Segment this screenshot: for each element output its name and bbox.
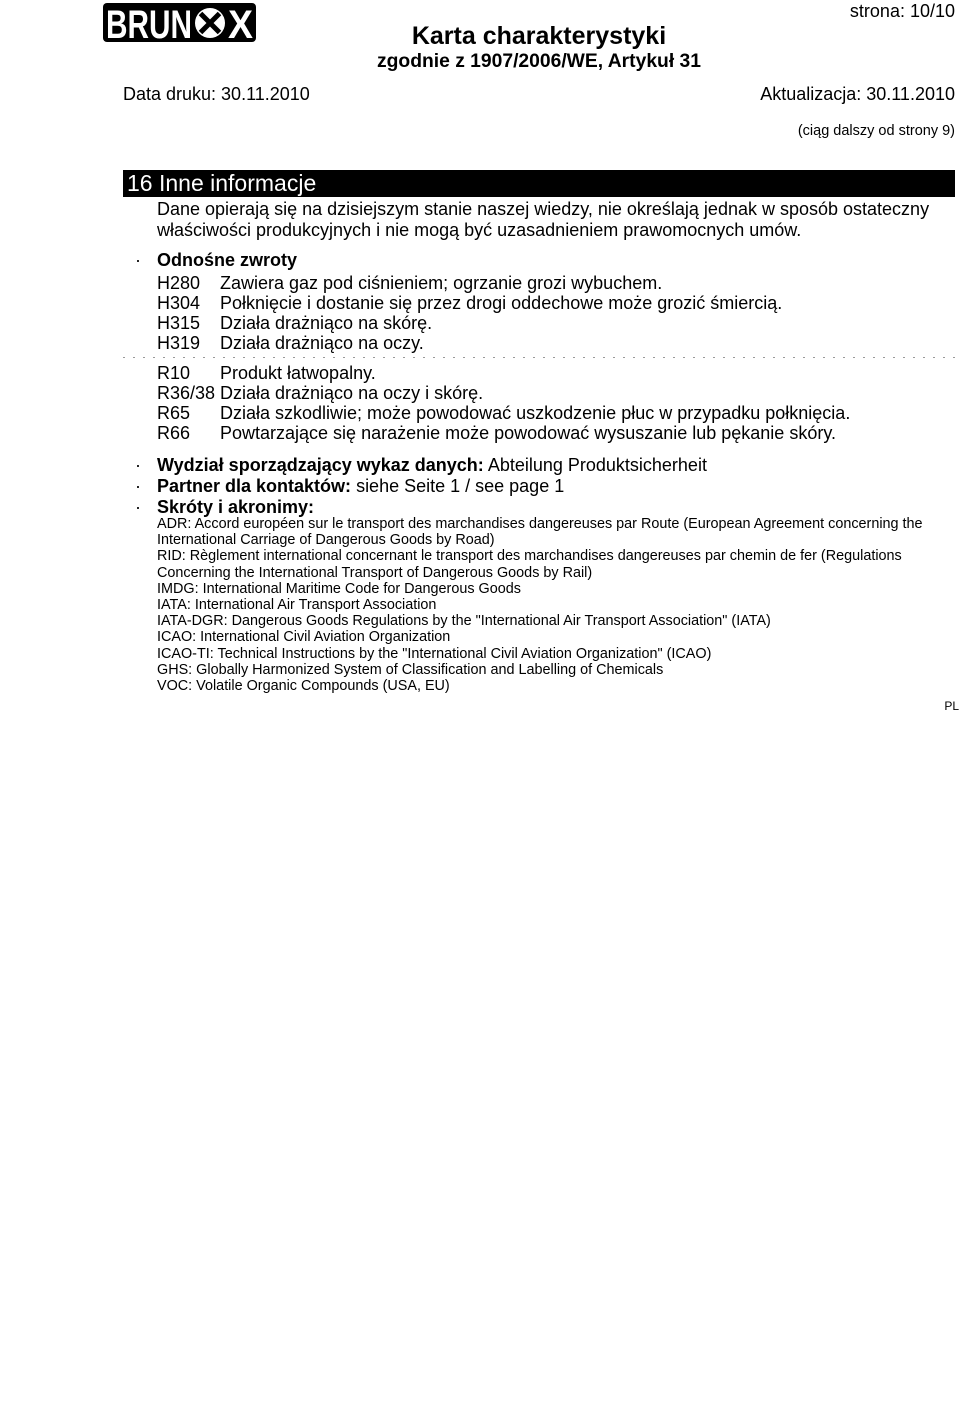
abbreviations-heading: [135, 497, 315, 518]
abbreviation-line: IMDG: International Maritime Code for Dangerous Goods: [157, 580, 521, 597]
contact-line: [135, 476, 565, 497]
abbreviations-list: [157, 516, 923, 694]
statement-code: H304: [157, 293, 201, 313]
bullet: ·: [135, 250, 141, 270]
print-date: Data druku: 30.11.2010: [123, 84, 310, 104]
statement-code: H315: [157, 313, 201, 333]
abbreviation-item: [157, 597, 923, 613]
logo-text-start: BRUN: [106, 3, 192, 42]
statement-text: Połknięcie i dostanie się przez drogi oddechowe może grozić śmiercią.: [220, 293, 783, 313]
document-subtitle: zgodnie z 1907/2006/WE, Artykuł 31: [377, 51, 701, 72]
dates-row: [123, 84, 955, 105]
hazard-statements-list: [157, 273, 782, 353]
phrases-heading: [135, 250, 298, 271]
risk-phrases-list: [157, 363, 850, 443]
bullet: ·: [135, 476, 141, 496]
hazard-statement: [157, 313, 782, 333]
statement-text: Zawiera gaz pod ciśnieniem; ogrzanie grozi wybuchem.: [220, 273, 663, 293]
prepared-by-label: Wydział sporządzający wykaz danych:: [157, 455, 484, 475]
phrase-text: Działa szkodliwie; może powodować uszkodzenie płuc w przypadku połknięcia.: [220, 403, 851, 423]
prepared-by-line: [135, 455, 707, 476]
abbreviation-line: IATA: International Air Transport Association: [157, 597, 437, 614]
abbreviation-item: [157, 678, 923, 694]
abbreviation-item: [157, 646, 923, 662]
risk-phrase: [157, 423, 850, 443]
contact-label: Partner dla kontaktów:: [157, 476, 352, 496]
hazard-statement: [157, 273, 782, 293]
abbreviation-line: Concerning the International Transport of Dangerous Goods by Rail): [157, 564, 593, 581]
prepared-by-value: Abteilung Produktsicherheit: [487, 455, 707, 475]
abbreviation-line: ICAO: International Civil Aviation Organization: [157, 629, 451, 646]
intro-line: Dane opierają się na dzisiejszym stanie naszej wiedzy, nie określają jednak w sposób ostateczny: [157, 199, 930, 219]
abbreviation-line: ADR: Accord européen sur le transport des marchandises dangereuses par Route (European Agreement concerning the: [157, 516, 923, 532]
risk-phrase: [157, 383, 850, 403]
statement-text: Działa drażniąco na oczy.: [220, 333, 424, 353]
abbreviation-line: VOC: Volatile Organic Compounds (USA, EU): [157, 678, 450, 695]
bullet: ·: [135, 497, 141, 517]
statement-code: H319: [157, 333, 201, 353]
abbreviation-item: [157, 629, 923, 645]
risk-phrase: [157, 403, 850, 423]
hazard-statement: [157, 293, 782, 313]
phrase-code: R36/38: [157, 383, 216, 403]
abbreviations-heading-label: Skróty i akronimy:: [157, 497, 315, 517]
statement-code: H280: [157, 273, 201, 293]
abbreviation-line: ICAO-TI: Technical Instructions by the "International Civil Aviation Organization" (ICAO): [157, 645, 712, 662]
logo-text-end: X: [228, 3, 254, 42]
abbreviation-item: [157, 613, 923, 629]
document-title: Karta charakterystyki: [411, 22, 667, 50]
phrase-code: R10: [157, 363, 191, 383]
intro-line: właściwości produkcyjnych i nie mogą być uzasadnieniem prawomocnych umów.: [157, 220, 802, 240]
language-code: PL: [944, 699, 959, 713]
abbreviation-line: RID: Règlement international concernant le transport des marchandises dangereuses par chemin de fer (Regulations: [157, 548, 902, 565]
bullet: ·: [135, 455, 141, 475]
abbreviation-line: GHS: Globally Harmonized System of Classification and Labelling of Chemicals: [157, 661, 664, 678]
phrase-text: Działa drażniąco na oczy i skórę.: [220, 383, 484, 403]
abbreviation-item: [157, 581, 923, 597]
abbreviation-item: [157, 516, 923, 548]
page-number: strona: 10/10: [849, 1, 955, 21]
phrase-text: Produkt łatwopalny.: [220, 363, 376, 383]
update-date: Aktualizacja: 30.11.2010: [760, 84, 955, 104]
section-title: Inne informacje: [158, 170, 317, 196]
statement-text: Działa drażniąco na skórę.: [220, 313, 433, 333]
dotted-separator: [123, 357, 955, 358]
phrase-code: R65: [157, 403, 191, 423]
section-number: 16: [127, 170, 153, 196]
phrases-heading-label: Odnośne zwroty: [157, 250, 298, 270]
continued-note: (ciąg dalszy od strony 9): [797, 123, 955, 139]
risk-phrase: [157, 363, 850, 383]
abbreviation-item: [157, 662, 923, 678]
intro-paragraph: [157, 199, 929, 241]
phrase-code: R66: [157, 423, 191, 443]
contact-value: siehe Seite 1 / see page 1: [356, 476, 565, 496]
phrase-text: Powtarzające się narażenie może powodować wysuszanie lub pękanie skóry.: [220, 423, 836, 443]
section-header-bar: [123, 170, 955, 197]
hazard-statement: [157, 333, 782, 353]
abbreviation-line: IATA-DGR: Dangerous Goods Regulations by the "International Air Transport Association" (IATA): [157, 613, 771, 630]
abbreviation-item: [157, 548, 923, 580]
abbreviation-line: International Carriage of Dangerous Goods by Road): [157, 532, 495, 549]
